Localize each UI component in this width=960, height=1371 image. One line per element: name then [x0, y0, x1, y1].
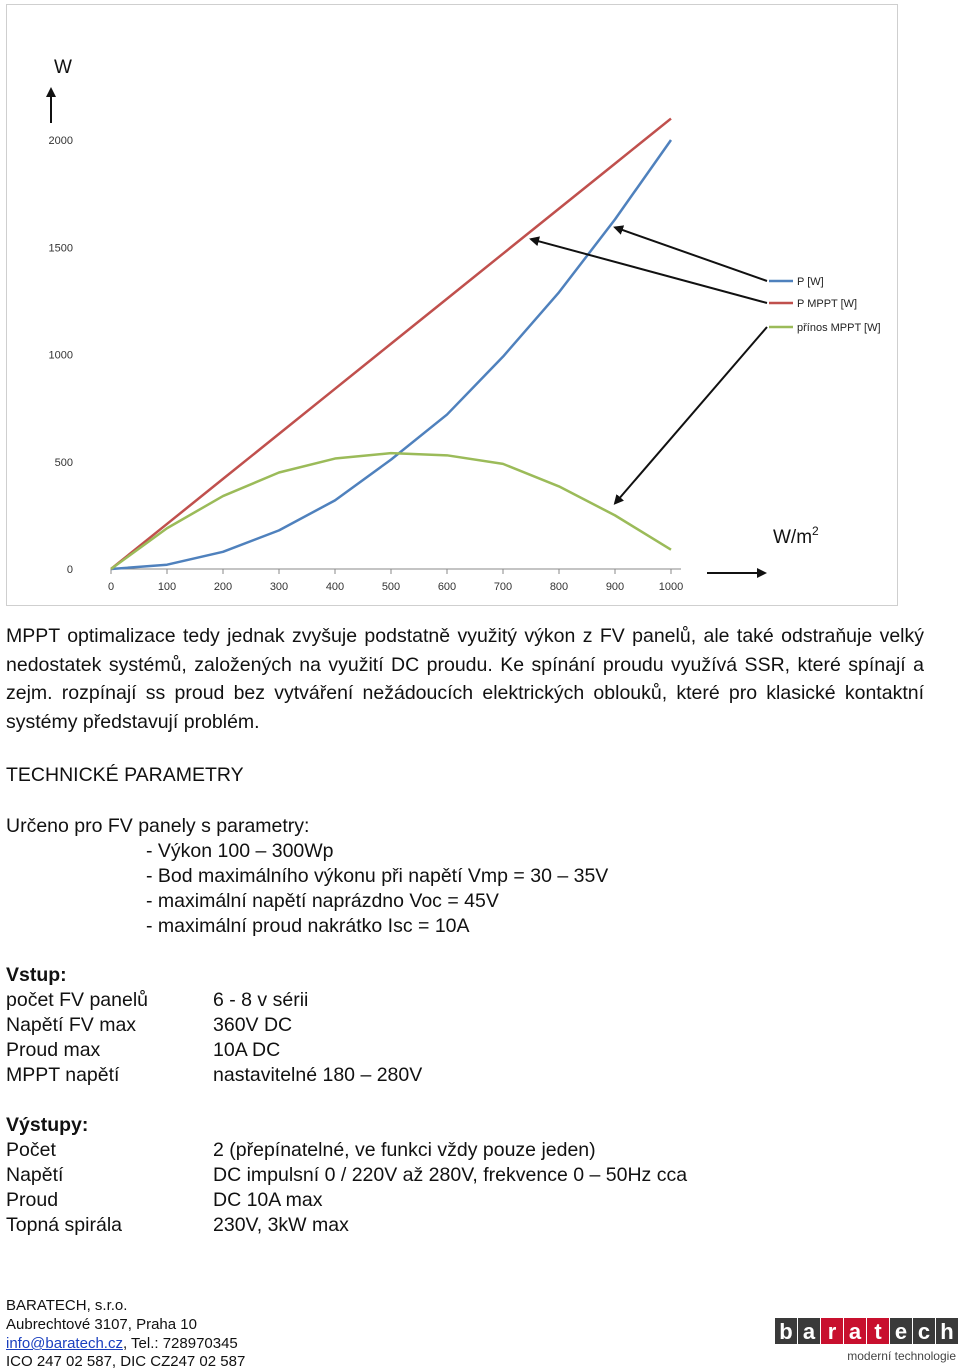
param-item: - maximální proud nakrátko Isc = 10A	[146, 915, 470, 937]
x-tick-label: 600	[437, 581, 457, 593]
x-tick-label: 900	[605, 581, 625, 593]
logo-tagline: moderní technologie	[847, 1349, 956, 1363]
series-line	[111, 140, 671, 569]
footer-company: BARATECH, s.r.o.	[6, 1297, 128, 1314]
footer-contact	[6, 1335, 238, 1352]
footer-phone: , Tel.: 728970345	[122, 1335, 238, 1352]
x-tick-label: 0	[107, 581, 115, 593]
output-heading: Výstupy:	[6, 1114, 89, 1136]
output-value: 230V, 3kW max	[213, 1214, 349, 1236]
footer-email-link[interactable]: info@baratech.cz	[6, 1335, 123, 1352]
x-tick-label: 700	[493, 581, 513, 593]
x-tick-label: 1000	[658, 581, 684, 593]
y-tick-label: 500	[54, 456, 73, 469]
logo-letter: r	[827, 1319, 837, 1344]
power-chart	[7, 5, 899, 607]
x-tick-label: 200	[213, 581, 233, 593]
input-label: Napětí FV max	[6, 1014, 137, 1036]
param-item: - Výkon 100 – 300Wp	[146, 840, 334, 862]
x-tick-label: 100	[157, 581, 177, 593]
y-tick-label: 1500	[48, 242, 73, 255]
input-value: 6 - 8 v sérii	[213, 989, 309, 1011]
baratech-logo	[775, 1318, 959, 1366]
annotation-arrow	[615, 327, 767, 503]
logo-letter: c	[917, 1319, 931, 1344]
param-item: - Bod maximálního výkonu při napětí Vmp = 30 – 35V	[146, 865, 609, 887]
logo-letter: a	[802, 1319, 816, 1344]
footer-address: Aubrechtové 3107, Praha 10	[6, 1316, 197, 1333]
x-tick-label: 300	[269, 581, 289, 593]
intended-for-text: Určeno pro FV panely s parametry:	[6, 815, 310, 837]
logo-letter: e	[894, 1319, 908, 1344]
output-value: DC 10A max	[213, 1189, 323, 1211]
output-label: Počet	[6, 1139, 56, 1161]
output-label: Napětí	[6, 1164, 64, 1186]
y-tick-label: 1000	[48, 349, 73, 362]
input-value: 10A DC	[213, 1039, 281, 1061]
y-tick-label: 2000	[48, 135, 73, 147]
series-line	[111, 453, 671, 569]
x-tick-label: 800	[549, 581, 569, 593]
y-axis-label: W	[54, 57, 72, 78]
x-tick-label: 400	[325, 581, 345, 593]
output-value: 2 (přepínatelné, ve funkci vždy pouze jeden)	[213, 1139, 596, 1161]
annotation-arrow	[531, 239, 767, 303]
output-value: DC impulsní 0 / 220V až 280V, frekvence 0 – 50Hz cca	[213, 1164, 688, 1186]
input-label: MPPT napětí	[6, 1064, 120, 1086]
input-value: 360V DC	[213, 1014, 293, 1036]
logo-letter: a	[848, 1319, 862, 1344]
legend-label: P [W]	[797, 276, 824, 288]
legend-label: P MPPT [W]	[797, 298, 858, 310]
output-label: Topná spirála	[6, 1214, 122, 1236]
x-axis-label: $W/m^2$	[773, 524, 819, 548]
input-heading: Vstup:	[6, 964, 67, 986]
input-label: počet FV panelů	[6, 989, 149, 1011]
footer-ids: ICO 247 02 587, DIC CZ247 02 587	[6, 1353, 246, 1370]
legend-label: přínos MPPT [W]	[797, 322, 881, 334]
input-label: Proud max	[6, 1039, 101, 1061]
logo-letter: h	[940, 1319, 954, 1344]
output-label: Proud	[6, 1189, 59, 1211]
y-tick-label: 0	[66, 564, 73, 576]
chart-frame	[6, 4, 898, 606]
technical-heading: TECHNICKÉ PARAMETRY	[6, 764, 244, 786]
x-axis-label-superscript: 2	[812, 524, 819, 538]
input-value: nastavitelné 180 – 280V	[213, 1064, 423, 1086]
annotation-arrow	[615, 227, 767, 281]
logo-letter: t	[874, 1319, 882, 1344]
x-tick-label: 500	[381, 581, 401, 593]
param-item: - maximální napětí naprázdno Voc = 45V	[146, 890, 499, 912]
logo-letter: b	[779, 1319, 793, 1344]
intro-paragraph: MPPT optimalizace tedy jednak zvyšuje podstatně využitý výkon z FV panelů, ale také odstraňuje velký nedostatek systémů, založených na využití DC proudu. Ke spínání proudu využívá SSR, které spínají a zejm. rozpínají ss proud bez vytváření nežádoucích elektrických oblouků, které pro klasické kontaktní systémy představují problém.	[6, 625, 924, 733]
